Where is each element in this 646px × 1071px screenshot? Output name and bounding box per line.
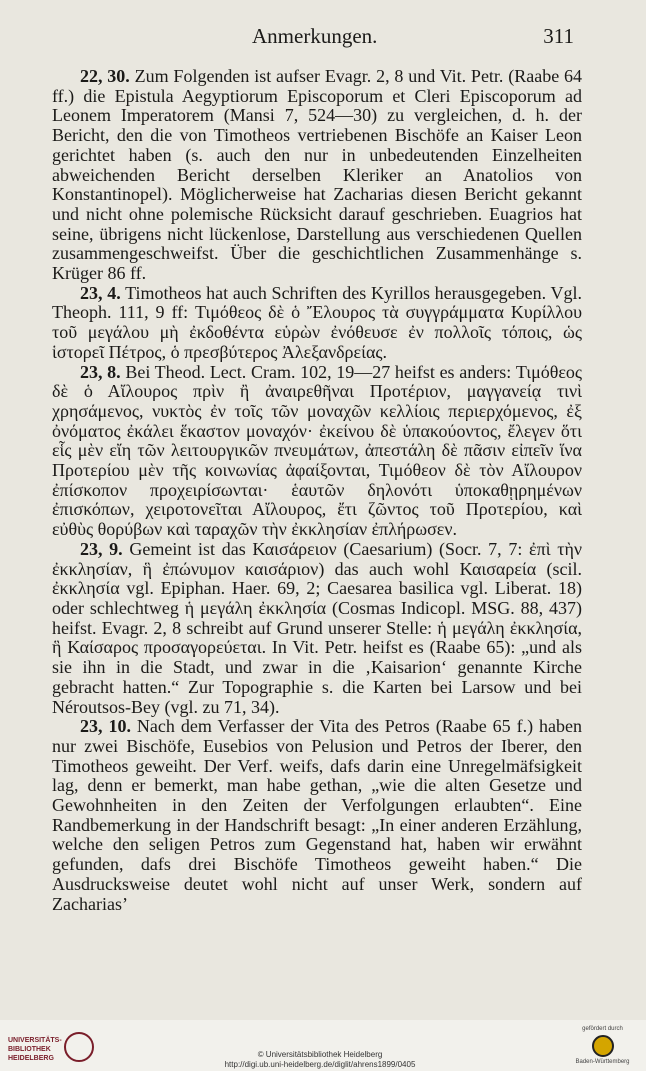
sponsor-label: gefördert durch (582, 1026, 623, 1032)
sponsor-name: Baden-Württemberg (575, 1059, 630, 1065)
copyright-text: © Universitätsbibliothek Heidelberg (257, 1050, 383, 1059)
header-title: Anmerkungen. (252, 24, 378, 48)
page-body (52, 67, 582, 914)
source-link[interactable]: http://digi.ub.uni-heidelberg.de/diglit/ahrens1899/0405 (224, 1060, 416, 1069)
note-reference: 22, 30. (80, 66, 130, 86)
note-reference: 23, 10. (80, 716, 131, 737)
sponsor-block (565, 1026, 640, 1065)
note-text: Bei Theod. Lect. Cram. 102, 19—27 heifst es anders: Τιμόθεος δὲ ὁ Αἴλουρος πρὶν ἢ ἀναιρεθῆναι Προτέριον, μαγγανείᾳ τινὶ χρησάμενος, νυκτὸς ἐν τοῖς τῶν μοναχῶν κελλίοις περιερχόμενος, ἐξ ὀνόματος ἐκάλει ἕκαστον μοναχόν· ἐκείνου δὲ ὑπακούοντος, ἔλεγεν ὅτι εἷς μὲν εἴη τῶν λειτουργικῶν πνευμάτων, ἀπεστάλη δὲ πᾶσιν εἰπεῖν ἵνα Προτερίου μὲν τῆς κοινωνίας ἀφαίξονται, Τιμόθεον δὲ τὸν Αἴλουρον ἐπίσκοπον προχειρίσωνται· ἑαυτῶν δηλονότι ὑποκαθῃρημένων ἐπισκόπων, χειροτονεῖται Αἴλουρος, ἔτι ζῶντος τοῦ Προτερίου, καὶ εὐθὺς θορύβων καὶ ταραχῶν τὴν ἐκκλησίαν ἐπλήρωσεν. (52, 361, 583, 540)
university-seal-icon (64, 1032, 94, 1062)
note-reference: 23, 8. (80, 361, 121, 382)
note-reference: 23, 9. (80, 538, 123, 559)
note-text: Timotheos hat auch Schriften des Kyrillos herausgegeben. Vgl. Theoph. 111, 9 ff: Τιμόθεος δὲ ὁ Ἔλουρος τὰ συγγράμματα Κυρίλλου τοῦ μεγάλου μὴ ἐκδοθέντα εὑρὼν ἐνόθευσε ἐν πολλοῖς τόποις, ὡς ἱστορεῖ Πέτρος, ὁ πρεσβύτερος Ἀλεξανδρείας. (52, 282, 582, 362)
library-logo: UNIVERSITÄTS-BIBLIOTHEK HEIDELBERG (8, 1037, 62, 1062)
note-text: Nach dem Verfasser der Vita des Petros (Raabe 65 f.) haben nur zwei Bischöfe, Eusebios von Pelusion und Petros der Iberer, den Timotheos geweiht. Der Verf. weifs, dafs darin eine Unregelmäfsigkeit lag, denn er bemerkt, man habe gethan, „wie die alten Gesetze und Gewohnheiten in den Zeiten der Verfolgungen erlaubten“. Eine Randbemerkung in der Handschrift besagt: „In einer anderen Erzählung, welche den seligen Petros zum Gegenstand hat, haben wir erwähnt gefunden, dafs drei Bischöfe Timotheos geweiht haben.“ Die Ausdrucksweise deutet wohl nicht auf unser Werk, sondern auf Zacharias’ (52, 716, 583, 914)
note-paragraph (52, 363, 582, 540)
coat-of-arms-icon (592, 1035, 614, 1057)
note-text: Gemeint ist das Καισάρειον (Caesarium) (Socr. 7, 7: ἐπὶ τὴν ἐκκλησίαν, ἣ ἐπώνυμον καισάριον) das auch wohl Καισαρεία (scil. ἐκκλησία vgl. Epiphan. Haer. 69, 2; Caesarea basilica vgl. Liberat. 18) oder schlechtweg ἡ μεγάλη ἐκκλησία (Cosmas Indicopl. MSG. 88, 437) heifst. Evagr. 2, 8 schreibt auf Grund unserer Stelle: ἡ μεγάλη ἐκκλησία, ἣ Καίσαρος προσαγορεύεται. In Vit. Petr. heifst es (Raabe 65): „und als sie ihn in die Stadt, und zwar in die ‚Kaisarion‘ genannte Kirche gebracht hatten.“ Zur Topographie s. die Karten bei Larsow und bei Néroutsos-Bey (vgl. zu 71, 34). (52, 538, 582, 717)
note-paragraph (52, 540, 582, 717)
note-reference: 23, 4. (80, 282, 121, 303)
copyright-notice (150, 1050, 490, 1070)
note-paragraph (52, 717, 582, 914)
digitization-footer (0, 1020, 646, 1071)
note-paragraph (52, 284, 582, 363)
page-number: 311 (543, 24, 574, 48)
note-text: Zum Folgenden ist aufser Evagr. 2, 8 und Vit. Petr. (Raabe 64 ff.) die Epistula Aegyptiorum Episcoporum et Cleri Episcoporum ad Leonem Imperatorem (Mansi 7, 524—30) zu vergleichen, d. h. der Bericht, den die von Timotheos vertriebenen Bischöfe an Kaiser Leon gerichtet haben (s. auch den nur in unbedeutenden Einzelheiten abweichenden Bericht derselben Kleriker an Anatolios von Konstantinopel). Möglicherweise hat Zacharias diesen Bericht gekannt und nicht ohne polemische Rücksicht darauf geschrieben. Euagrios hat seine, übrigens nicht lückenlose, Darstellung aus verschiedenen Quellen zusammengeschweifst. Über die geschichtlichen Zusammenhänge s. Krüger 86 ff. (52, 66, 583, 284)
running-header (72, 24, 574, 54)
note-paragraph (52, 67, 582, 284)
